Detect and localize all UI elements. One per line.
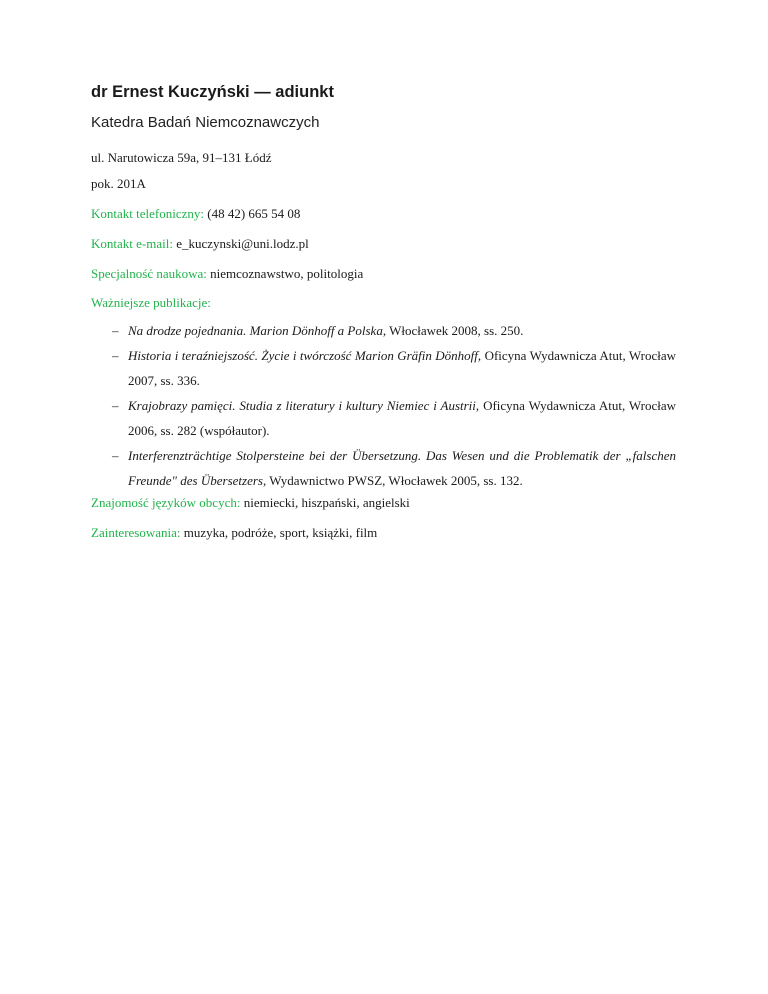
email-row bbox=[91, 236, 309, 252]
publication-item bbox=[112, 443, 676, 493]
interests-value: muzyka, podróże, sport, książki, film bbox=[183, 525, 378, 540]
publication-item bbox=[112, 343, 677, 393]
publication-details: Oficyna Wydawnicza Atut, Wrocław 2007, ss. 336. bbox=[128, 348, 677, 388]
publication-title: Interferenzträchtige Stolpersteine bei der Übersetzung. Das Wesen und die Problematik der „falschen Freunde" des Übersetzers bbox=[128, 448, 676, 488]
department-name: Katedra Badań Niemcoznawczych bbox=[91, 114, 320, 131]
specialty-value: niemcoznawstwo, politologia bbox=[210, 266, 364, 281]
email-value[interactable]: e_kuczynski@uni.lodz.pl bbox=[176, 236, 309, 251]
phone-row bbox=[91, 206, 300, 222]
publication-title: Historia i teraźniejszość. Życie i twórczość Marion Gräfin Dönhoff, bbox=[128, 348, 482, 363]
languages-value: niemiecki, hiszpański, angielski bbox=[243, 495, 410, 510]
publication-details: , Wydawnictwo PWSZ, Włocławek 2005, ss. 132. bbox=[262, 473, 523, 488]
publication-title: Krajobrazy pamięci. Studia z literatury i kultury Niemiec i Austrii bbox=[128, 398, 476, 413]
interests-row bbox=[91, 525, 377, 541]
address-street: ul. Narutowicza 59a, 91–131 Łódź bbox=[91, 150, 272, 165]
address-room: pok. 201A bbox=[91, 176, 146, 191]
publication-item bbox=[112, 393, 677, 443]
publication-title: Na drodze pojednania. Marion Dönhoff a Polska bbox=[128, 323, 383, 338]
list-dash: – bbox=[112, 398, 119, 413]
email-label: Kontakt e-mail: bbox=[91, 236, 173, 251]
interests-label: Zainteresowania: bbox=[91, 525, 181, 540]
specialty-row bbox=[91, 266, 363, 282]
specialty-label: Specjalność naukowa: bbox=[91, 266, 207, 281]
phone-label: Kontakt telefoniczny: bbox=[91, 206, 204, 221]
person-name: dr Ernest Kuczyński — adiunkt bbox=[91, 83, 334, 101]
list-dash: – bbox=[112, 323, 119, 338]
list-dash: – bbox=[112, 348, 119, 363]
languages-label: Znajomość języków obcych: bbox=[91, 495, 241, 510]
publications-label: Ważniejsze publikacje: bbox=[91, 295, 211, 310]
publication-details: , Włocławek 2008, ss. 250. bbox=[382, 323, 524, 338]
languages-row bbox=[91, 495, 410, 511]
publication-item bbox=[112, 318, 676, 343]
phone-value: (48 42) 665 54 08 bbox=[207, 206, 301, 221]
publications-heading bbox=[91, 295, 211, 311]
list-dash: – bbox=[112, 448, 119, 463]
publication-details: , Oficyna Wydawnicza Atut, Wrocław 2006, ss. 282 (współautor). bbox=[128, 398, 677, 438]
